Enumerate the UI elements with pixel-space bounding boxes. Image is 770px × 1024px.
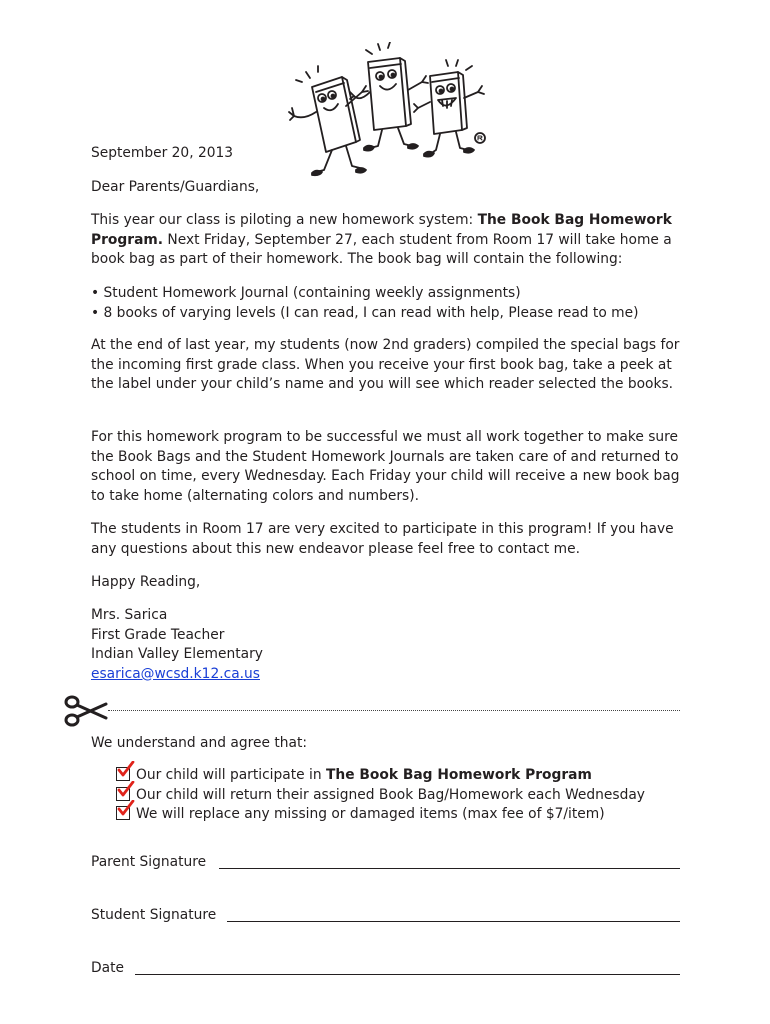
email-link[interactable]: esarica@wcsd.k12.ca.us <box>91 665 260 682</box>
list-item: • Student Homework Journal (containing weekly assignments) <box>91 285 521 301</box>
signer-school: Indian Valley Elementary <box>91 646 263 662</box>
signature-block <box>91 606 691 684</box>
agreement-item-text: Our child will return their assigned Book Bag/Homework each Wednesday <box>136 787 645 803</box>
signer-name: Mrs. Sarica <box>91 607 168 623</box>
letter-intro <box>91 211 691 270</box>
program-name: The Book Bag Homework Program. <box>91 212 672 248</box>
intro-text-end: Next Friday, September 27, each student from Room 17 will take home a book bag as part of their homework. The book bag will contain the following: <box>91 231 672 267</box>
contents-list <box>91 284 691 323</box>
scissors-icon <box>64 694 108 728</box>
student-signature-line[interactable] <box>227 921 680 922</box>
list-item: • 8 books of varying levels (I can read, I can read with help, Please read to me) <box>91 304 639 321</box>
checkbox-checked-icon[interactable] <box>116 787 130 801</box>
agreement-item-text: Our child will participate in <box>136 767 326 783</box>
signer-title: First Grade Teacher <box>91 626 225 643</box>
checkbox-checked-icon[interactable] <box>116 806 130 820</box>
agreement-item-text: We will replace any missing or damaged items (max fee of $7/item) <box>136 806 605 822</box>
letter-date: September 20, 2013 <box>91 145 234 161</box>
agreement-intro: We understand and agree that: <box>91 735 308 751</box>
letter-salutation: Dear Parents/Guardians, <box>91 179 260 195</box>
date-line[interactable] <box>135 974 680 975</box>
checkbox-checked-icon[interactable] <box>116 767 130 781</box>
date-label: Date <box>91 960 124 976</box>
intro-text-start: This year our class is piloting a new homework system: <box>91 212 478 228</box>
agreement-item <box>116 786 645 804</box>
parent-signature-line[interactable] <box>219 868 680 869</box>
paragraph-contact: The students in Room 17 are very excited to participate in this program! If you have any questions about this new endeavor please feel free to contact me. <box>91 521 674 557</box>
student-signature-label: Student Signature <box>91 907 217 923</box>
agreement-item-program: The Book Bag Homework Program <box>325 767 592 783</box>
letter-closing: Happy Reading, <box>91 574 201 590</box>
agreement-item <box>116 805 605 823</box>
paragraph-reader-selection: At the end of last year, my students (now 2nd graders) compiled the special bags for the incoming first grade class. When you receive your first book bag, take a peek at the label under your child’s name and you will see which reader selected the books. <box>91 337 680 392</box>
agreement-item <box>116 766 592 784</box>
cut-line <box>108 710 680 711</box>
parent-signature-label: Parent Signature <box>91 854 207 870</box>
paragraph-responsibility: For this homework program to be successful we must all work together to make sure the Book Bags and the Student Homework Journals are taken care of and returned to school on time, every Wednesday. Each Friday your child will receive a new book bag to take home (alternating colors and numbers). <box>91 429 680 504</box>
